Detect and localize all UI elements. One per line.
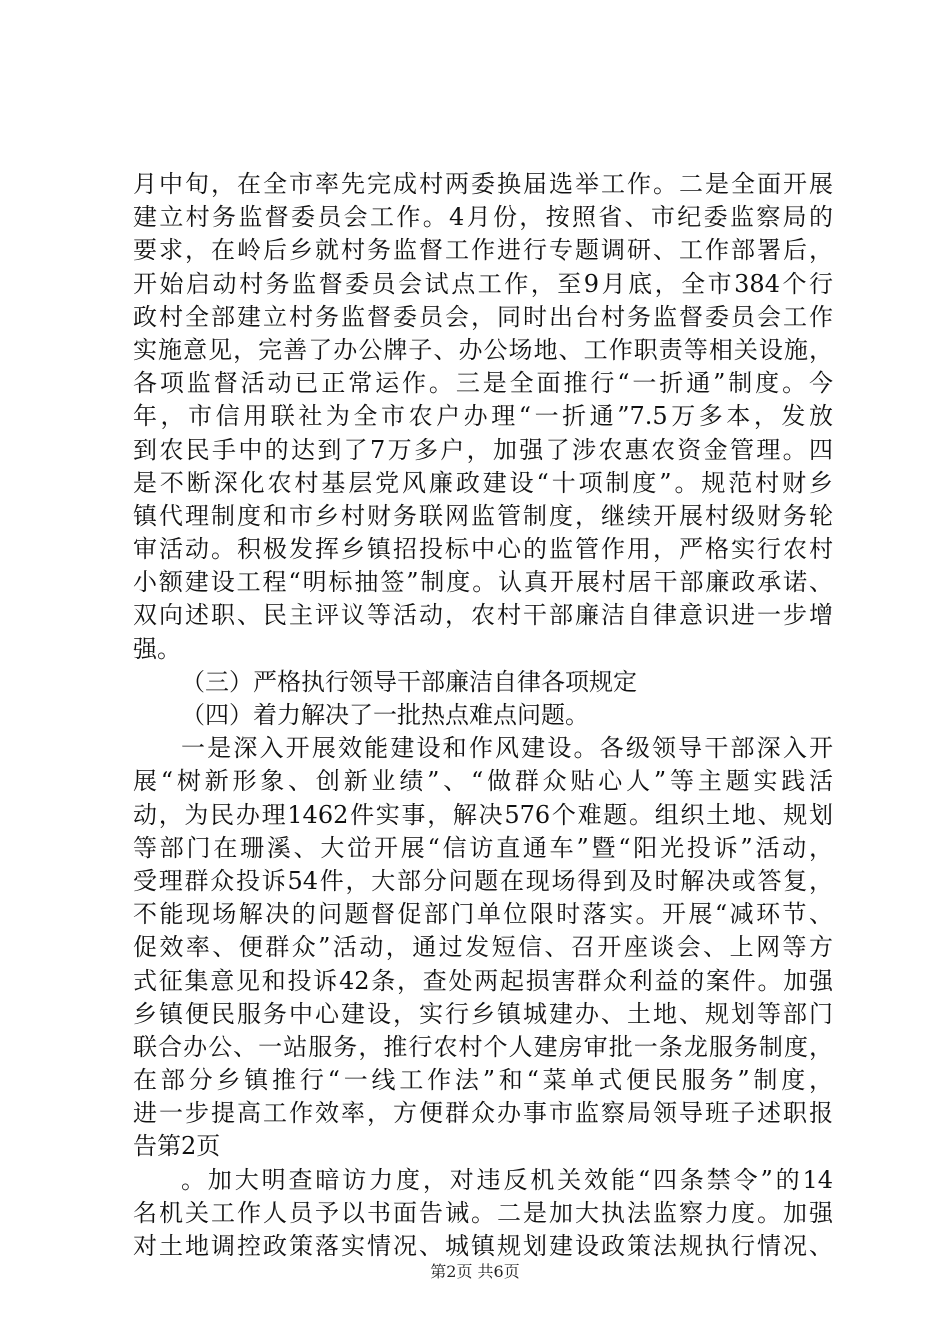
- text-line: 政村全部建立村务监督委员会，同时出台村务监督委员会工作: [133, 302, 833, 331]
- text-line: 是不断深化农村基层党风廉政建设“十项制度”。规范村财乡: [133, 468, 833, 497]
- text-line: 展“树新形象、创新业绩”、“做群众贴心人”等主题实践活: [133, 767, 833, 796]
- text-line: 等部门在珊溪、大峃开展“信访直通车”暨“阳光投诉”活动，: [133, 833, 833, 862]
- text-line: 建立村务监督委员会工作。4月份，按照省、市纪委监察局的: [133, 203, 833, 232]
- text-line: 式征集意见和投诉42条，查处两起损害群众利益的案件。加强: [133, 966, 833, 995]
- text-line: 实施意见，完善了办公牌子、办公场地、工作职责等相关设施，: [133, 335, 833, 364]
- text-line: 小额建设工程“明标抽签”制度。认真开展村居干部廉政承诺、: [133, 568, 833, 597]
- section-heading: （三）严格执行领导干部廉洁自律各项规定: [181, 667, 637, 696]
- text-line: 乡镇便民服务中心建设，实行乡镇城建办、土地、规划等部门: [133, 999, 833, 1028]
- text-line: 到农民手中的达到了7万多户，加强了涉农惠农资金管理。四: [133, 435, 833, 464]
- text-line: 进一步提高工作效率，方便群众办事市监察局领导班子述职报: [133, 1099, 833, 1128]
- text-line: 在部分乡镇推行“一线工作法”和“菜单式便民服务”制度，: [133, 1066, 833, 1095]
- body-text: [133, 168, 833, 1263]
- text-line: 告第2页: [133, 1132, 221, 1161]
- text-line: 对土地调控政策落实情况、城镇规划建设政策法规执行情况、: [133, 1232, 833, 1260]
- text-line: 名机关工作人员予以书面告诫。二是加大执法监察力度。加强: [133, 1198, 833, 1227]
- text-line: 各项监督活动已正常运作。三是全面推行“一折通”制度。今: [133, 369, 833, 398]
- section-heading: （四）着力解决了一批热点难点问题。: [181, 701, 589, 729]
- text-line: 月中旬，在全市率先完成村两委换届选举工作。二是全面开展: [133, 170, 833, 198]
- page-number: 第2页 共6页: [430, 1262, 520, 1281]
- text-line: 强。: [133, 634, 181, 663]
- page-footer: [0, 1262, 950, 1282]
- text-line: 年，市信用联社为全市农户办理“一折通”7.5万多本，发放: [133, 402, 833, 431]
- text-line: 开始启动村务监督委员会试点工作，至9月底，全市384个行: [133, 269, 833, 298]
- text-line: 促效率、便群众”活动，通过发短信、召开座谈会、上网等方: [133, 933, 833, 962]
- text-line: 。加大明查暗访力度，对违反机关效能“四条禁令”的14: [181, 1165, 833, 1194]
- text-line: 不能现场解决的问题督促部门单位限时落实。开展“减环节、: [133, 900, 833, 929]
- text-line: 镇代理制度和市乡村财务联网监管制度，继续开展村级财务轮: [133, 501, 833, 530]
- text-line: 一是深入开展效能建设和作风建设。各级领导干部深入开: [181, 734, 833, 763]
- text-line: 动，为民办理1462件实事，解决576个难题。组织土地、规划: [133, 800, 833, 829]
- text-line: 受理群众投诉54件，大部分问题在现场得到及时解决或答复，: [133, 866, 833, 895]
- text-line: 联合办公、一站服务，推行农村个人建房审批一条龙服务制度，: [133, 1032, 833, 1061]
- text-line: 审活动。积极发挥乡镇招投标中心的监管作用，严格实行农村: [133, 535, 833, 564]
- text-line: 双向述职、民主评议等活动，农村干部廉洁自律意识进一步增: [133, 601, 833, 630]
- text-line: 要求，在岭后乡就村务监督工作进行专题调研、工作部署后，: [133, 236, 833, 265]
